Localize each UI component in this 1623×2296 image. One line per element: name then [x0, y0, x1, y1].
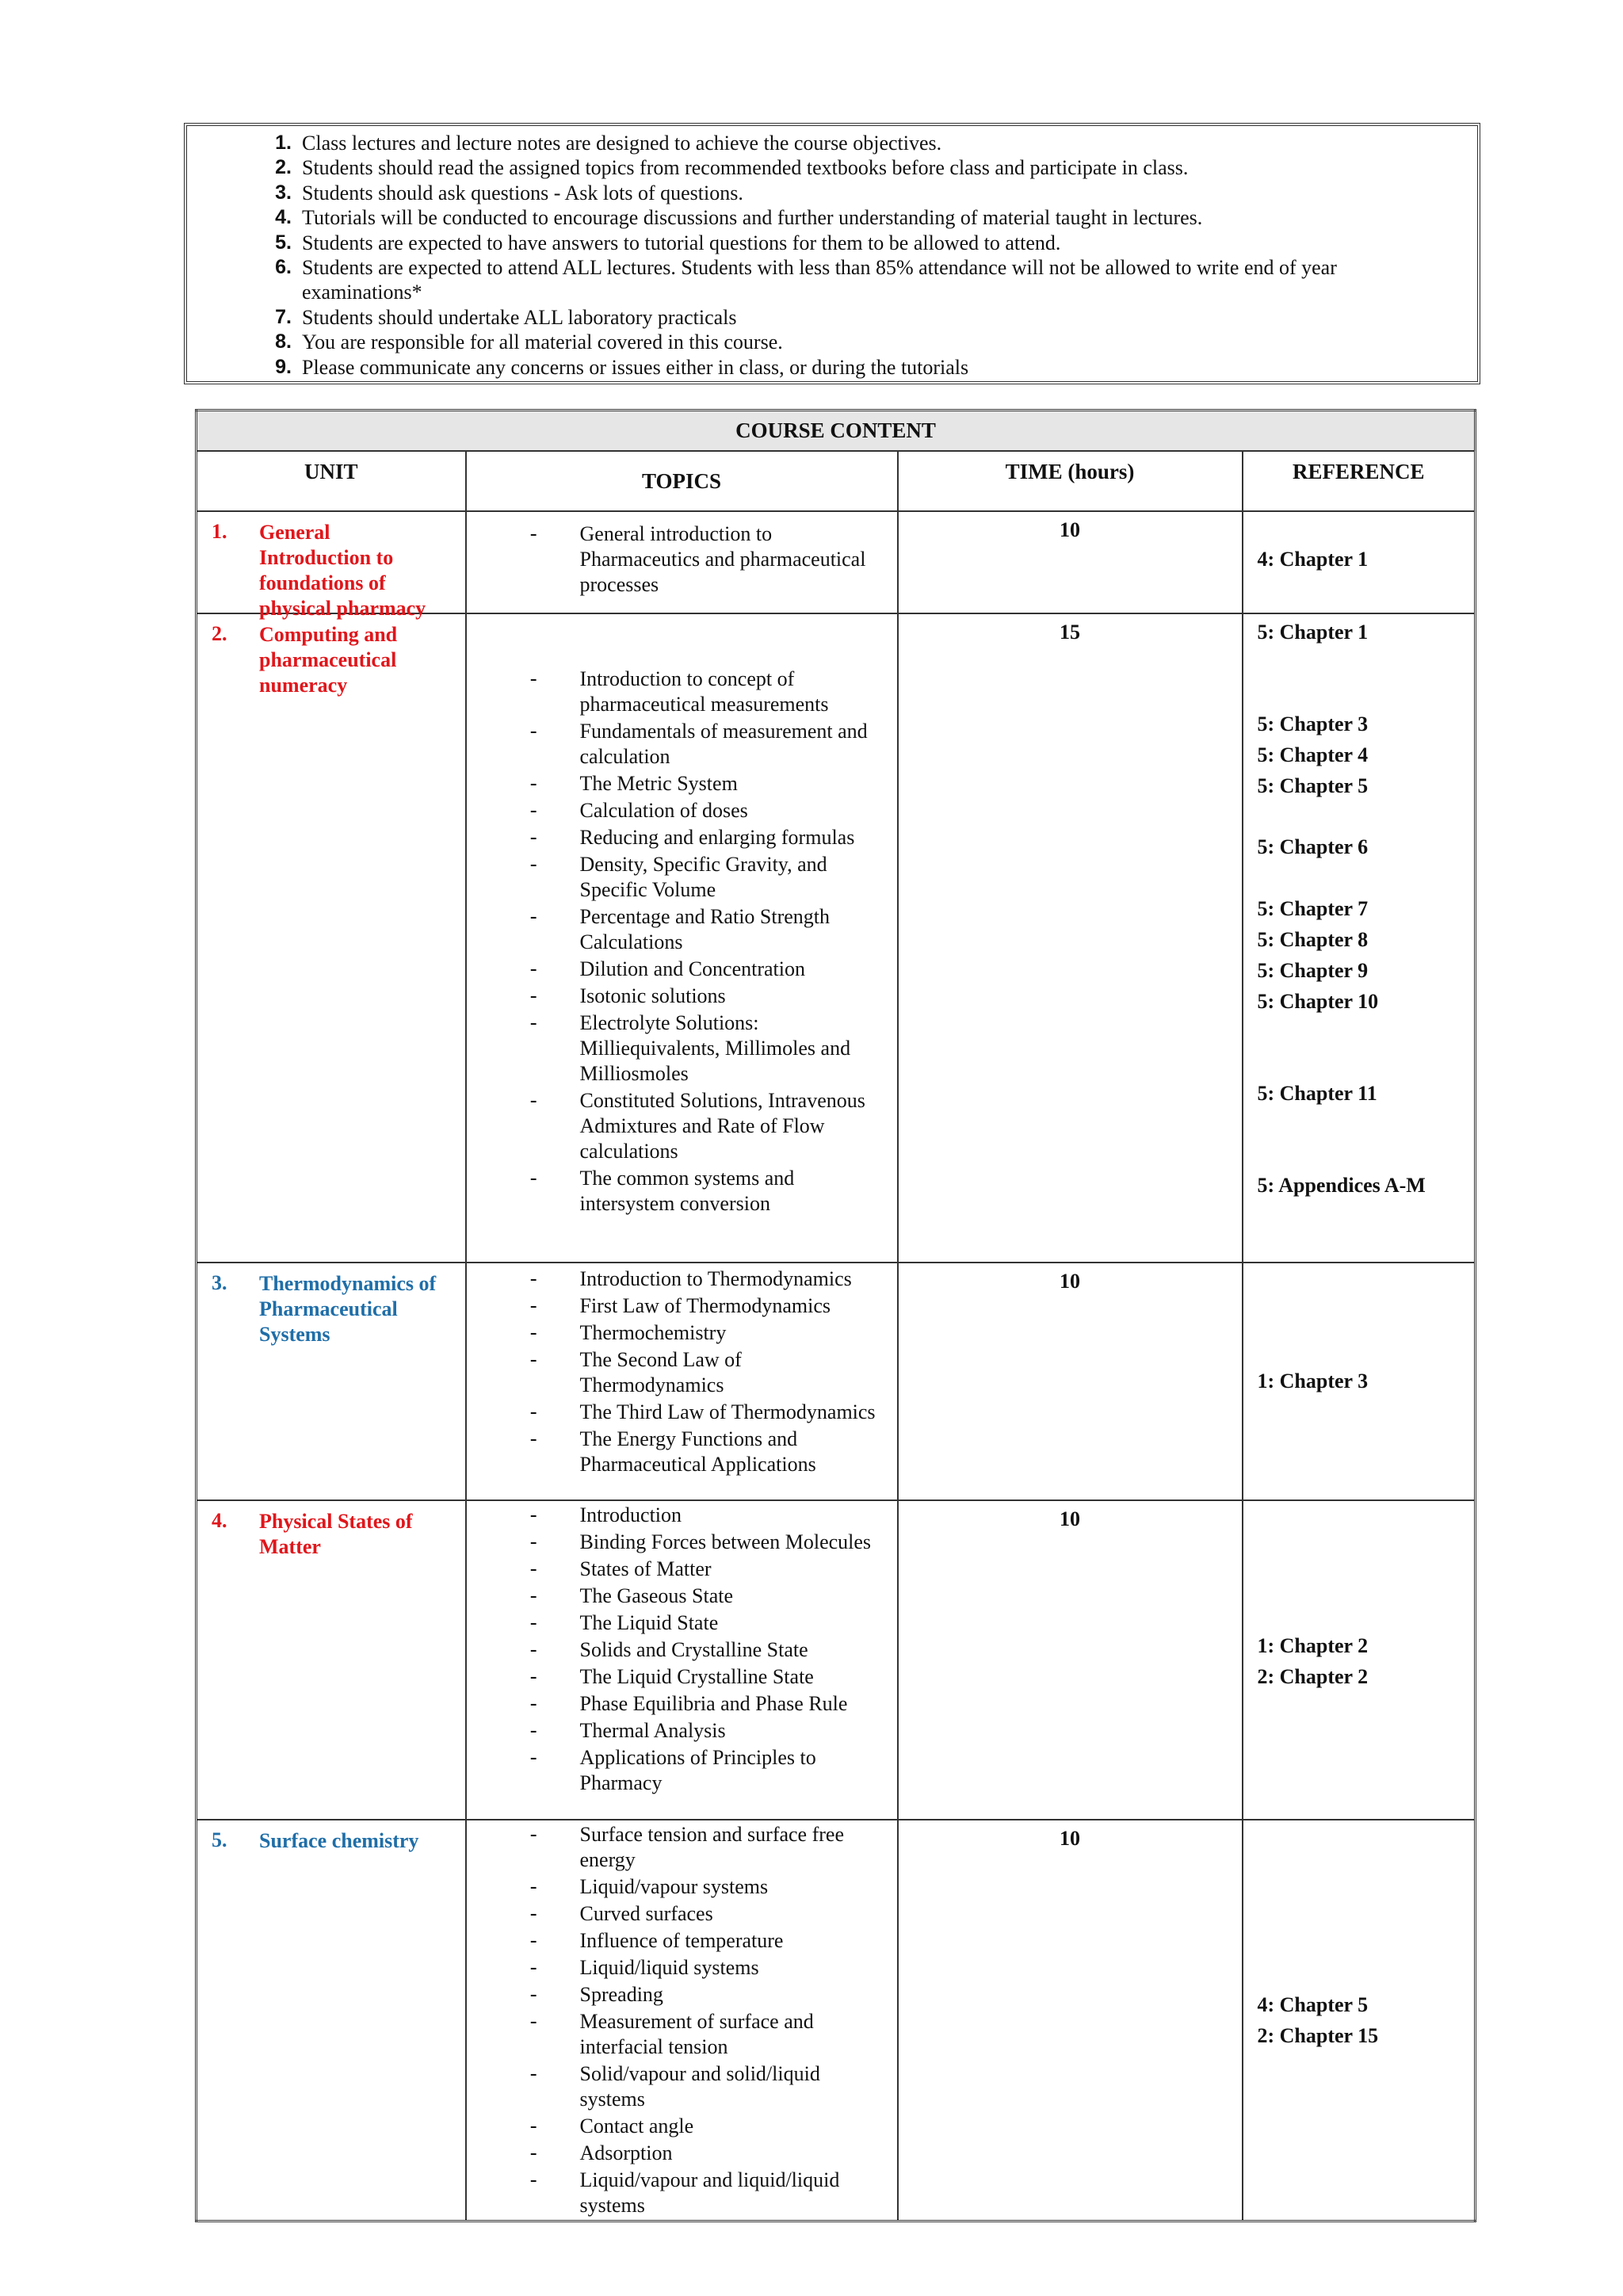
reference-entry: 5: Chapter 4 [1257, 743, 1369, 766]
column-header-reference: REFERENCE [1243, 451, 1476, 511]
list-item: - Adsorption [529, 2141, 673, 2165]
table-row [197, 1820, 1476, 2222]
topics-cell [466, 1500, 898, 1820]
reference-cell [1243, 1820, 1476, 2222]
list-item: - The Liquid State [529, 1610, 719, 1635]
unit-number: 1. [212, 519, 227, 543]
table-row [197, 511, 1476, 613]
rule-text: Tutorials will be conducted to encourage discussions and further understanding of material taught in lectures. [302, 206, 1203, 230]
rule-text: Students are expected to have answers to tutorial questions for them to be allowed to attend. [302, 231, 1061, 254]
rule-text: Students should undertake ALL laboratory practicals [302, 305, 737, 329]
rule-text: Students are expected to attend ALL lectures. Students with less than 85% attendance will not be allowed to write end of year examinations* [302, 255, 1337, 304]
list-item: - Percentage and Ratio Strength Calculations [529, 904, 831, 953]
course-content-title: COURSE CONTENT [197, 411, 1476, 451]
rule-item [187, 181, 1477, 205]
list-item: - The Energy Functions and Pharmaceutical Applications [529, 1427, 816, 1476]
time-cell: 10 [898, 1500, 1243, 1820]
list-item: - Thermal Analysis [529, 1718, 726, 1743]
rule-item [187, 131, 1477, 155]
rule-number: 6. [275, 255, 292, 278]
list-item: - First Law of Thermodynamics [529, 1293, 831, 1318]
rule-item [187, 330, 1477, 354]
reference-entry: 1: Chapter 3 [1257, 1369, 1369, 1392]
rule-item [187, 231, 1477, 255]
time-cell: 10 [898, 1820, 1243, 2222]
list-item: - Surface tension and surface free energy [529, 1822, 844, 1871]
reference-entry: 4: Chapter 5 [1257, 1992, 1369, 2016]
course-content-table [195, 409, 1476, 2222]
unit-cell [197, 1500, 466, 1820]
reference-entry: 2: Chapter 2 [1257, 1664, 1369, 1688]
list-item: - Density, Specific Gravity, and Specific Volume [529, 852, 827, 901]
reference-entry: 1: Chapter 2 [1257, 1633, 1369, 1657]
reference-cell [1243, 1263, 1476, 1500]
reference-entry: 5: Chapter 1 [1257, 620, 1369, 644]
table-row [197, 613, 1476, 1263]
reference-cell [1243, 511, 1476, 613]
reference-entry: 5: Chapter 3 [1257, 712, 1369, 735]
rule-text: Students should read the assigned topics from recommended textbooks before class and participate in class. [302, 156, 1189, 180]
list-item: - Influence of temperature [529, 1928, 784, 1953]
rule-text: Please communicate any concerns or issues either in class, or during the tutorials [302, 355, 969, 379]
list-item: - Dilution and Concentration [529, 957, 806, 981]
list-item: - The common systems and intersystem conversion [529, 1166, 795, 1215]
rule-number: 9. [275, 355, 292, 378]
rule-item [187, 205, 1477, 230]
list-item: - Introduction [529, 1503, 682, 1527]
unit-cell [197, 1263, 466, 1500]
rule-text: Students should ask questions - Ask lots of questions. [302, 181, 743, 204]
table-row [197, 1263, 1476, 1500]
list-item: - Measurement of surface and interfacial tension [529, 2009, 814, 2058]
list-item: - Liquid/vapour systems [529, 1874, 769, 1899]
list-item: - The Liquid Crystalline State [529, 1664, 814, 1689]
reference-entry: 5: Chapter 10 [1257, 989, 1379, 1013]
topics-cell [466, 1263, 898, 1500]
rule-item [187, 255, 1477, 305]
list-item: - Contact angle [529, 2114, 694, 2138]
reference-entry: 5: Chapter 11 [1257, 1081, 1377, 1105]
list-item: - Liquid/vapour and liquid/liquid systems [529, 2168, 840, 2217]
reference-cell [1243, 613, 1476, 1263]
unit-cell [197, 613, 466, 1263]
rule-item [187, 305, 1477, 330]
topics-cell [466, 1820, 898, 2222]
list-item: - Curved surfaces [529, 1901, 713, 1926]
time-cell: 15 [898, 613, 1243, 1263]
list-item: - The Gaseous State [529, 1584, 734, 1608]
topics-cell [466, 511, 898, 613]
time-cell: 10 [898, 511, 1243, 613]
unit-name: Surface chemistry [259, 1828, 419, 1852]
list-item: - Isotonic solutions [529, 984, 726, 1008]
rule-text: You are responsible for all material covered in this course. [302, 330, 783, 354]
unit-number: 3. [212, 1270, 227, 1294]
reference-entry: 5: Chapter 7 [1257, 896, 1369, 920]
table-row [197, 1500, 1476, 1820]
unit-number: 4. [212, 1508, 227, 1532]
list-item: - Constituted Solutions, Intravenous Admixtures and Rate of Flow calculations [529, 1088, 865, 1163]
rule-number: 5. [275, 231, 292, 254]
rule-item [187, 355, 1477, 380]
list-item: - Reducing and enlarging formulas [529, 825, 855, 850]
rule-number: 1. [275, 132, 292, 154]
list-item: - Binding Forces between Molecules [529, 1530, 872, 1554]
list-item: - Liquid/liquid systems [529, 1955, 759, 1980]
reference-entry: 5: Chapter 6 [1257, 835, 1369, 858]
list-item: - States of Matter [529, 1557, 712, 1581]
column-header-unit: UNIT [197, 451, 466, 511]
unit-number: 2. [212, 621, 227, 645]
unit-name: Thermodynamics of Pharmaceutical Systems [259, 1271, 437, 1346]
list-item: - Thermochemistry [529, 1320, 727, 1345]
list-item: - Phase Equilibria and Phase Rule [529, 1691, 848, 1716]
list-item: - Calculation of doses [529, 798, 748, 823]
unit-cell [197, 1820, 466, 2222]
reference-entry: 5: Appendices A-M [1257, 1173, 1426, 1197]
list-item: - Solid/vapour and solid/liquid systems [529, 2061, 820, 2111]
rule-text: Class lectures and lecture notes are designed to achieve the course objectives. [302, 132, 942, 155]
list-item: - Electrolyte Solutions: Milliequivalents, Millimoles and Milliosmoles [529, 1010, 851, 1085]
list-item: - The Third Law of Thermodynamics [529, 1400, 876, 1424]
rule-number: 4. [275, 206, 292, 229]
list-item: - Introduction to concept of pharmaceutical measurements [529, 667, 829, 716]
list-item: - Spreading [529, 1982, 663, 2007]
rule-number: 7. [275, 305, 292, 328]
time-cell: 10 [898, 1263, 1243, 1500]
column-header-time: TIME (hours) [898, 451, 1243, 511]
unit-name: Computing and pharmaceutical numeracy [259, 622, 398, 697]
rule-number: 3. [275, 181, 292, 204]
list-item: - The Metric System [529, 771, 738, 796]
list-item: - General introduction to Pharmaceutics and pharmaceutical processes [529, 521, 866, 596]
list-item: - Introduction to Thermodynamics [529, 1266, 852, 1291]
list-item: - Solids and Crystalline State [529, 1637, 808, 1662]
unit-name: Physical States of Matter [259, 1509, 413, 1558]
reference-cell [1243, 1500, 1476, 1820]
unit-number: 5. [212, 1828, 227, 1851]
rule-number: 8. [275, 330, 292, 353]
rule-item [187, 155, 1477, 180]
unit-cell [197, 511, 466, 620]
list-item: - The Second Law of Thermodynamics [529, 1347, 742, 1396]
reference-entry: 5: Chapter 9 [1257, 958, 1369, 982]
reference-entry: 2: Chapter 15 [1257, 2023, 1379, 2047]
reference-entry: 4: Chapter 1 [1257, 547, 1369, 571]
list-item: - Applications of Principles to Pharmacy [529, 1745, 816, 1794]
unit-name: General Introduction to foundations of physical pharmacy [259, 520, 426, 620]
topics-cell [466, 613, 898, 1263]
course-rules-box [184, 123, 1480, 384]
rule-number: 2. [275, 156, 292, 179]
reference-entry: 5: Chapter 8 [1257, 927, 1369, 951]
list-item: - Fundamentals of measurement and calculation [529, 719, 868, 768]
reference-entry: 5: Chapter 5 [1257, 774, 1369, 797]
column-header-topics: TOPICS [466, 451, 898, 511]
